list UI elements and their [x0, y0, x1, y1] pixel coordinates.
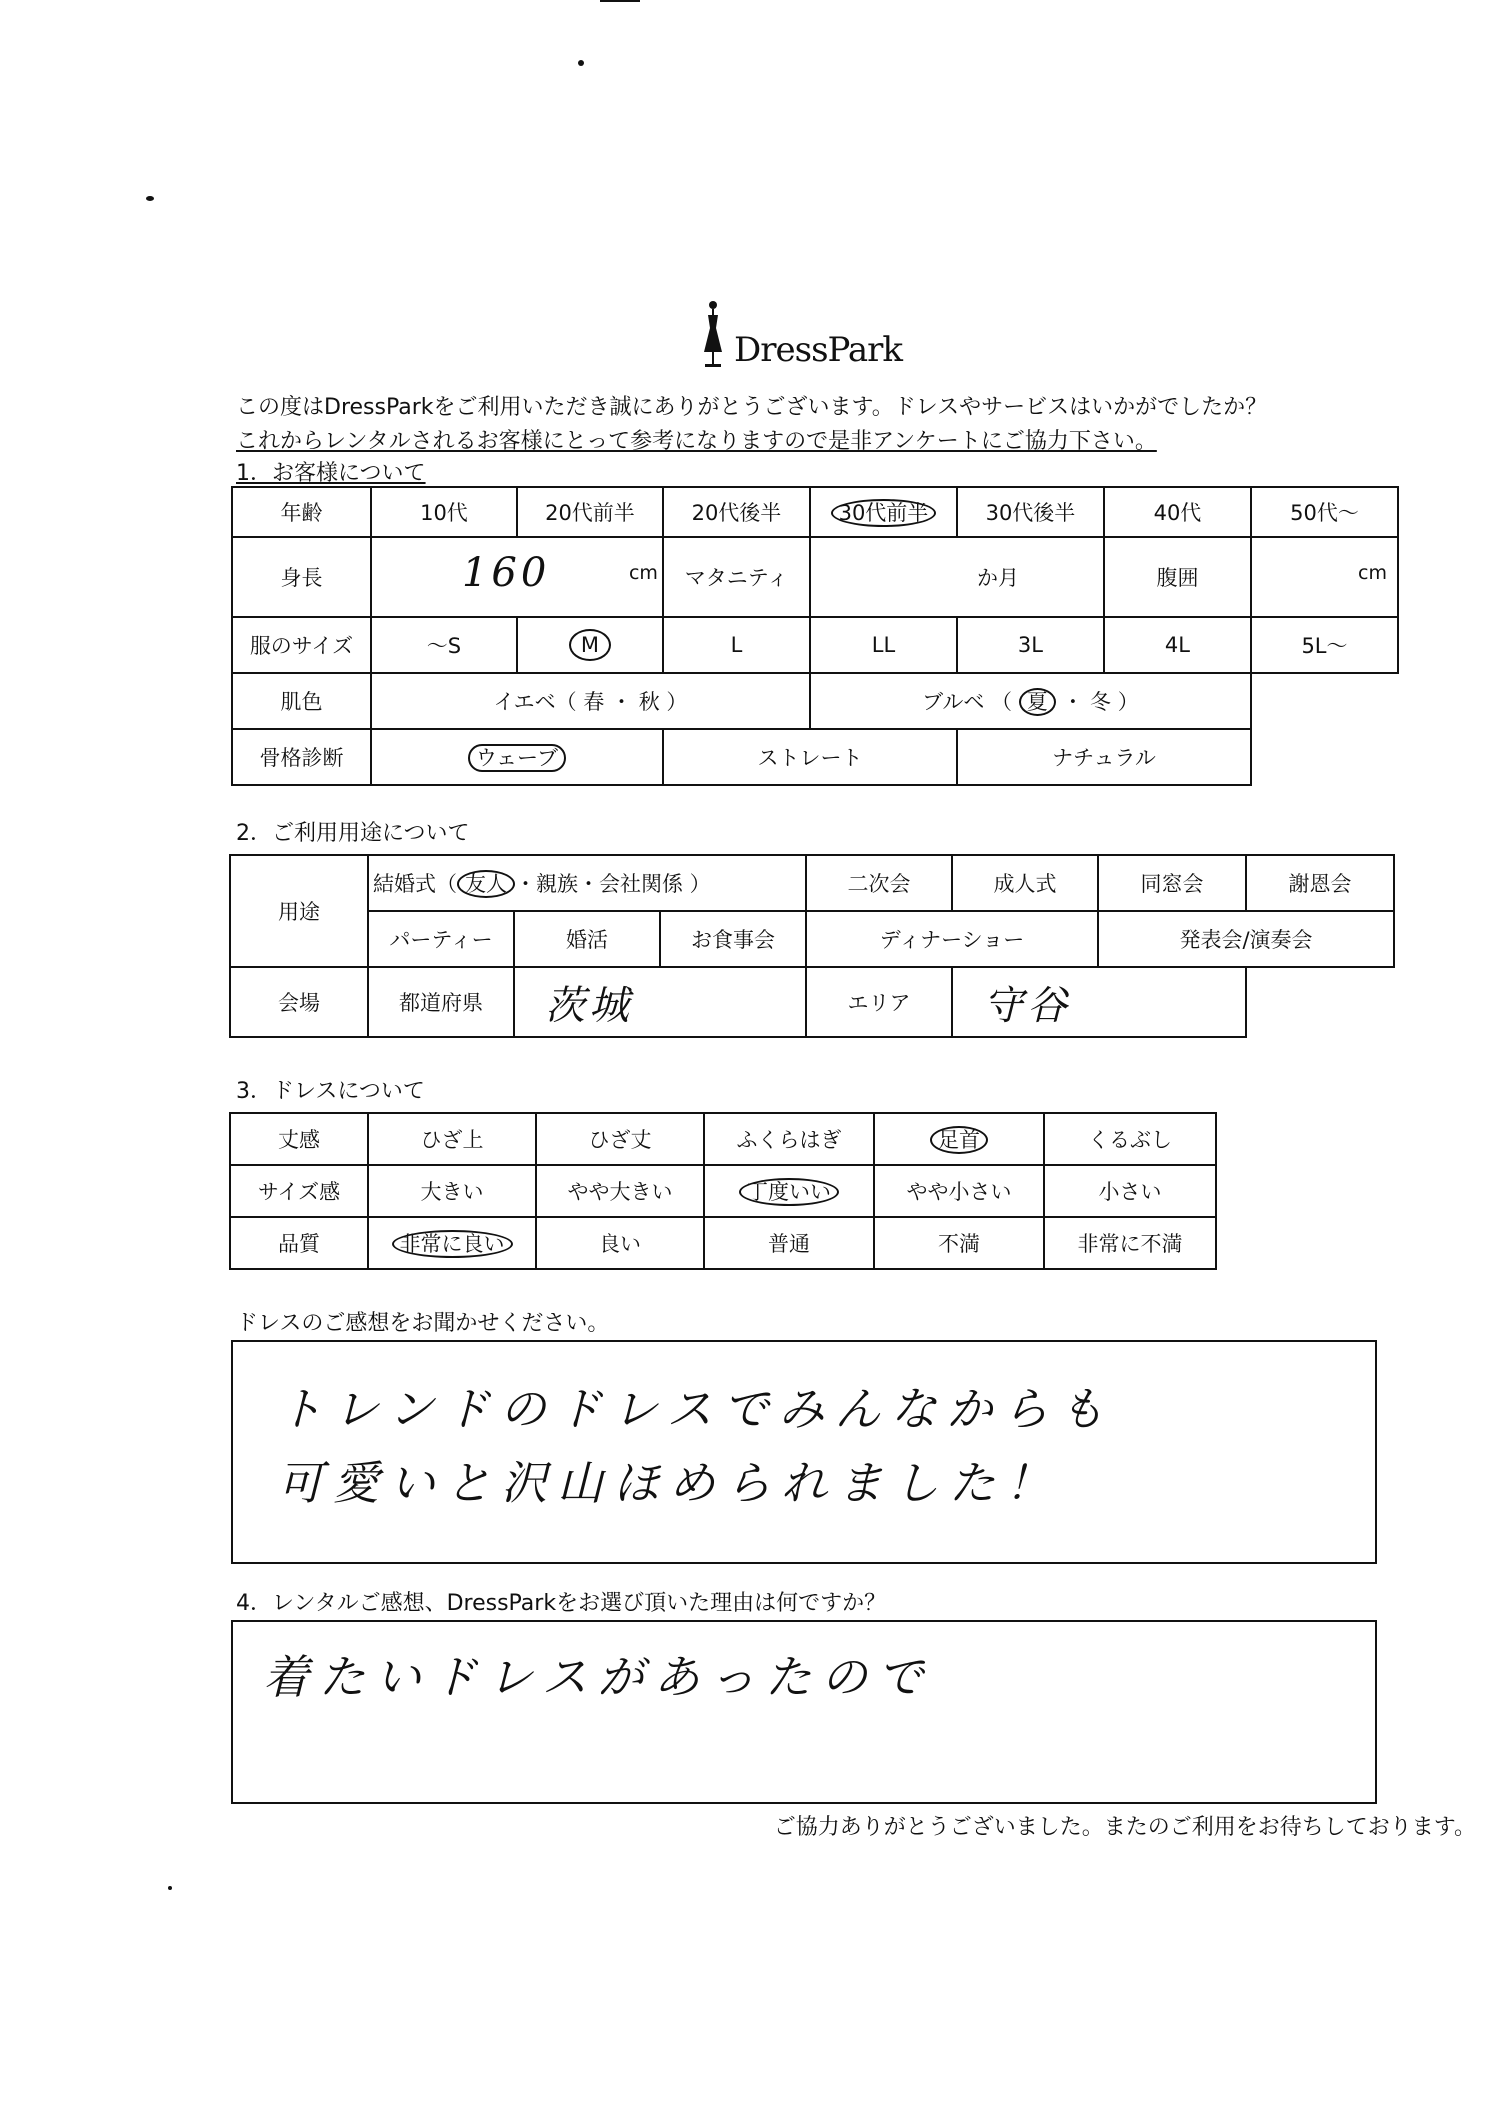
pref-field[interactable]: [514, 967, 806, 1037]
section3-title: 3．ドレスについて: [236, 1079, 425, 1104]
age-option-selected[interactable]: [810, 487, 957, 537]
skeleton-label: 骨格診断: [232, 729, 371, 785]
quality-option[interactable]: 不満: [874, 1217, 1044, 1269]
length-option[interactable]: ふくらはぎ: [704, 1113, 874, 1165]
skeleton-selected-circle: ウェーブ: [468, 744, 566, 772]
empty-cell: [1246, 967, 1394, 1037]
age-option[interactable]: 10代: [371, 487, 517, 537]
quality-option[interactable]: 良い: [536, 1217, 704, 1269]
quality-option[interactable]: 非常に不満: [1044, 1217, 1216, 1269]
age-label: 年齢: [232, 487, 371, 537]
intro-line-1: この度はDressParkをご利用いただき誠にありがとうございます。ドレスやサービスはいかがでしたか？: [236, 395, 1268, 420]
height-field[interactable]: [371, 537, 663, 617]
fit-label: サイズ感: [230, 1165, 368, 1217]
length-option[interactable]: くるぶし: [1044, 1113, 1216, 1165]
usage-option[interactable]: 発表会/演奏会: [1098, 911, 1394, 967]
section4-answer: 着たいドレスがあったので: [263, 1650, 934, 1704]
impressions-box[interactable]: [231, 1340, 1377, 1564]
length-option[interactable]: ひざ丈: [536, 1113, 704, 1165]
age-selected-circle: 30代前半: [831, 499, 937, 527]
height-label: 身長: [232, 537, 371, 617]
venue-row: [230, 967, 1394, 1037]
size-row: [232, 617, 1398, 673]
fit-row: [230, 1165, 1216, 1217]
customer-table: [231, 486, 1399, 786]
skin-blue-prefix: ブルベ （: [922, 690, 1012, 714]
usage-option[interactable]: 二次会: [806, 855, 952, 911]
scan-speck: [578, 60, 584, 66]
pref-label: 都道府県: [368, 967, 514, 1037]
usage-option[interactable]: 婚活: [514, 911, 660, 967]
usage-option[interactable]: 謝恩会: [1246, 855, 1394, 911]
fit-selected-circle: 丁度いい: [739, 1178, 839, 1206]
height-row: [232, 537, 1398, 617]
usage-row-1: [230, 855, 1394, 911]
intro-line-2: これからレンタルされるお客様にとって参考になりますので是非アンケートにご協力下さい。: [236, 429, 1157, 454]
length-option[interactable]: ひざ上: [368, 1113, 536, 1165]
usage-row-2: [230, 911, 1394, 967]
quality-row: [230, 1217, 1216, 1269]
fit-option-selected[interactable]: [704, 1165, 874, 1217]
skeleton-option[interactable]: ナチュラル: [957, 729, 1251, 785]
skin-row: [232, 673, 1398, 729]
section4-title: 4．レンタルご感想、DressParkをお選び頂いた理由は何ですか？: [236, 1591, 887, 1616]
length-option-selected[interactable]: [874, 1113, 1044, 1165]
fit-option[interactable]: 小さい: [1044, 1165, 1216, 1217]
length-selected-circle: 足首: [930, 1126, 988, 1154]
length-label: 丈感: [230, 1113, 368, 1165]
size-option-selected[interactable]: [517, 617, 663, 673]
skin-label: 肌色: [232, 673, 371, 729]
size-option[interactable]: 4L: [1104, 617, 1251, 673]
size-option[interactable]: ～S: [371, 617, 517, 673]
age-option[interactable]: 30代後半: [957, 487, 1104, 537]
usage-option[interactable]: パーティー: [368, 911, 514, 967]
size-label: 服のサイズ: [232, 617, 371, 673]
wedding-option[interactable]: [368, 855, 806, 911]
logo-text: DressPark: [734, 330, 903, 370]
section4-box[interactable]: [231, 1620, 1377, 1804]
empty-cell: [1251, 673, 1398, 729]
usage-option[interactable]: 同窓会: [1098, 855, 1246, 911]
purpose-label: 用途: [230, 855, 368, 967]
fit-option[interactable]: やや小さい: [874, 1165, 1044, 1217]
skin-blue-suffix: ・ 冬 ）: [1062, 690, 1139, 714]
skeleton-option-selected[interactable]: [371, 729, 663, 785]
quality-option[interactable]: 普通: [704, 1217, 874, 1269]
age-option[interactable]: 50代～: [1251, 487, 1398, 537]
waist-label: 腹囲: [1104, 537, 1251, 617]
height-value: 160: [461, 550, 551, 596]
section1-title: 1．お客様について: [236, 461, 426, 486]
quality-option-selected[interactable]: [368, 1217, 536, 1269]
maternity-unit: か月: [976, 566, 1019, 590]
scan-speck: [168, 1886, 172, 1890]
wedding-friend-circle: 友人: [457, 870, 515, 898]
skin-blue[interactable]: [810, 673, 1251, 729]
size-option[interactable]: 3L: [957, 617, 1104, 673]
skeleton-row: [232, 729, 1398, 785]
usage-option[interactable]: 成人式: [952, 855, 1098, 911]
usage-option[interactable]: ディナーショー: [806, 911, 1098, 967]
fit-option[interactable]: やや大きい: [536, 1165, 704, 1217]
wedding-prefix: 結婚式（: [373, 872, 457, 896]
size-option[interactable]: 5L～: [1251, 617, 1398, 673]
skeleton-option[interactable]: ストレート: [663, 729, 957, 785]
age-row: [232, 487, 1398, 537]
maternity-field[interactable]: [810, 537, 1104, 617]
impressions-title: ドレスのご感想をお聞かせください。: [236, 1311, 610, 1336]
empty-cell: [1251, 729, 1398, 785]
section2-title: 2．ご利用用途について: [236, 821, 470, 846]
pref-value: 茨城: [545, 982, 633, 1029]
usage-table: [229, 854, 1395, 1038]
waist-field[interactable]: [1251, 537, 1398, 617]
footer-thanks: ご協力ありがとうございました。またのご利用をお待ちしております。: [773, 1815, 1476, 1840]
top-edge-mark: [600, 0, 640, 2]
skin-summer-circle: 夏: [1019, 688, 1056, 716]
length-row: [230, 1113, 1216, 1165]
impressions-line-1: トレンドのドレスでみんなからも: [277, 1382, 1115, 1436]
area-field[interactable]: [952, 967, 1246, 1037]
area-label: エリア: [806, 967, 952, 1037]
venue-label: 会場: [230, 967, 368, 1037]
waist-unit: cm: [1358, 562, 1387, 584]
dress-table: [229, 1112, 1217, 1270]
age-option[interactable]: 40代: [1104, 487, 1251, 537]
quality-label: 品質: [230, 1217, 368, 1269]
dresspark-logo: [700, 300, 902, 370]
skin-yellow[interactable]: イエベ（ 春 ・ 秋 ）: [371, 673, 810, 729]
quality-selected-circle: 非常に良い: [392, 1230, 513, 1258]
size-option[interactable]: LL: [810, 617, 957, 673]
fit-option[interactable]: 大きい: [368, 1165, 536, 1217]
size-option[interactable]: L: [663, 617, 810, 673]
maternity-label: マタニティ: [663, 537, 810, 617]
age-option[interactable]: 20代後半: [663, 487, 810, 537]
dress-icon: [700, 300, 726, 370]
age-option[interactable]: 20代前半: [517, 487, 663, 537]
area-value: 守谷: [983, 982, 1071, 1029]
height-unit: cm: [628, 562, 658, 584]
wedding-rest: ・親族・会社関係 ）: [515, 872, 711, 896]
scan-speck: [146, 196, 154, 201]
size-selected-circle: M: [569, 629, 611, 661]
usage-option[interactable]: お食事会: [660, 911, 806, 967]
impressions-line-2: 可愛いと沢山ほめられました！: [277, 1456, 1061, 1510]
